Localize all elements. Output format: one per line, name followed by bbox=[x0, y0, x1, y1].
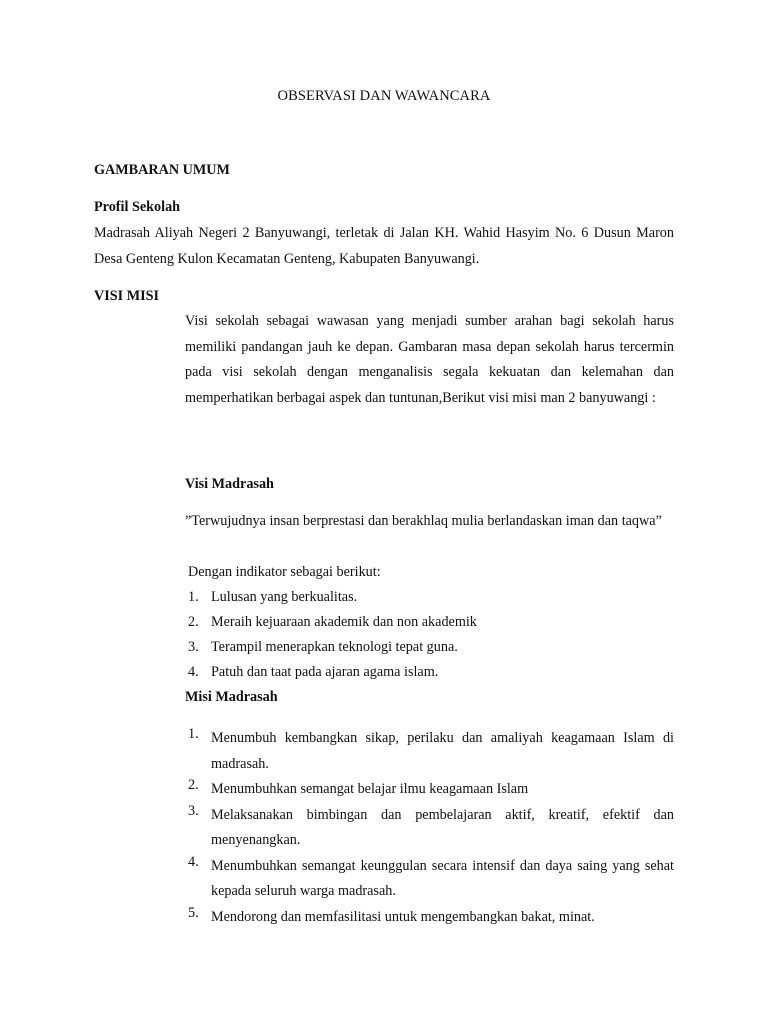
list-item bbox=[188, 614, 674, 639]
list-item bbox=[188, 777, 674, 803]
list-text: Menumbuhkan semangat keunggulan secara intensif dan daya saing yang sehat kepada seluruh warga madrasah. bbox=[211, 857, 674, 899]
page-title: OBSERVASI DAN WAWANCARA bbox=[277, 88, 491, 104]
list-text: Patuh dan taat pada ajaran agama islam. bbox=[211, 664, 439, 680]
list-number: 4. bbox=[188, 664, 199, 680]
list-number: 4. bbox=[188, 853, 199, 870]
visi-madrasah-heading: Visi Madrasah bbox=[185, 476, 274, 492]
gambaran-umum-heading: GAMBARAN UMUM bbox=[94, 162, 230, 178]
list-number: 5. bbox=[188, 904, 199, 921]
list-text: Lulusan yang berkualitas. bbox=[211, 589, 358, 605]
visi-misi-paragraph: Visi sekolah sebagai wawasan yang menjadi sumber arahan bagi sekolah harus memiliki pandangan jauh ke depan. Gambaran masa depan sekolah harus tercermin pada visi sekolah dengan menganalisis segala kekuatan dan kelemahan dan memperhatikan berbagai aspek dan tuntunan,Berikut visi misi man 2 banyuwangi : bbox=[185, 313, 674, 406]
list-item bbox=[188, 854, 674, 905]
list-number: 2. bbox=[188, 777, 199, 793]
visi-quote: ”Terwujudnya insan berprestasi dan berakhlaq mulia berlandaskan iman dan taqwa” bbox=[185, 513, 662, 529]
visi-misi-heading: VISI MISI bbox=[94, 288, 160, 304]
misi-list bbox=[188, 726, 674, 930]
list-item bbox=[188, 639, 674, 664]
profil-sekolah-paragraph: Madrasah Aliyah Negeri 2 Banyuwangi, terletak di Jalan KH. Wahid Hasyim No. 6 Dusun Maron Desa Genteng Kulon Kecamatan Genteng, Kabupaten Banyuwangi. bbox=[94, 225, 674, 267]
indikator-intro: Dengan indikator sebagai berikut: bbox=[188, 564, 381, 580]
list-number: 3. bbox=[188, 639, 199, 655]
list-item bbox=[188, 905, 674, 931]
profil-sekolah-heading: Profil Sekolah bbox=[94, 199, 181, 215]
list-item bbox=[188, 803, 674, 854]
list-item bbox=[188, 726, 674, 777]
list-text: Melaksanakan bimbingan dan pembelajaran aktif, kreatif, efektif dan menyenangkan. bbox=[211, 806, 674, 848]
list-number: 2. bbox=[188, 614, 199, 630]
indikator-list bbox=[188, 589, 674, 689]
list-text: Mendorong dan memfasilitasi untuk mengembangkan bakat, minat. bbox=[211, 908, 595, 925]
misi-madrasah-heading: Misi Madrasah bbox=[185, 689, 278, 705]
list-item bbox=[188, 664, 674, 689]
list-item bbox=[188, 589, 674, 614]
list-text: Menumbuh kembangkan sikap, perilaku dan amaliyah keagamaan Islam di madrasah. bbox=[211, 730, 674, 772]
list-number: 3. bbox=[188, 802, 199, 819]
list-number: 1. bbox=[188, 726, 199, 742]
list-text: Menumbuhkan semangat belajar ilmu keagamaan Islam bbox=[211, 781, 529, 797]
list-number: 1. bbox=[188, 589, 199, 605]
list-text: Terampil menerapkan teknologi tepat guna. bbox=[211, 639, 458, 655]
list-text: Meraih kejuaraan akademik dan non akademik bbox=[211, 614, 477, 630]
